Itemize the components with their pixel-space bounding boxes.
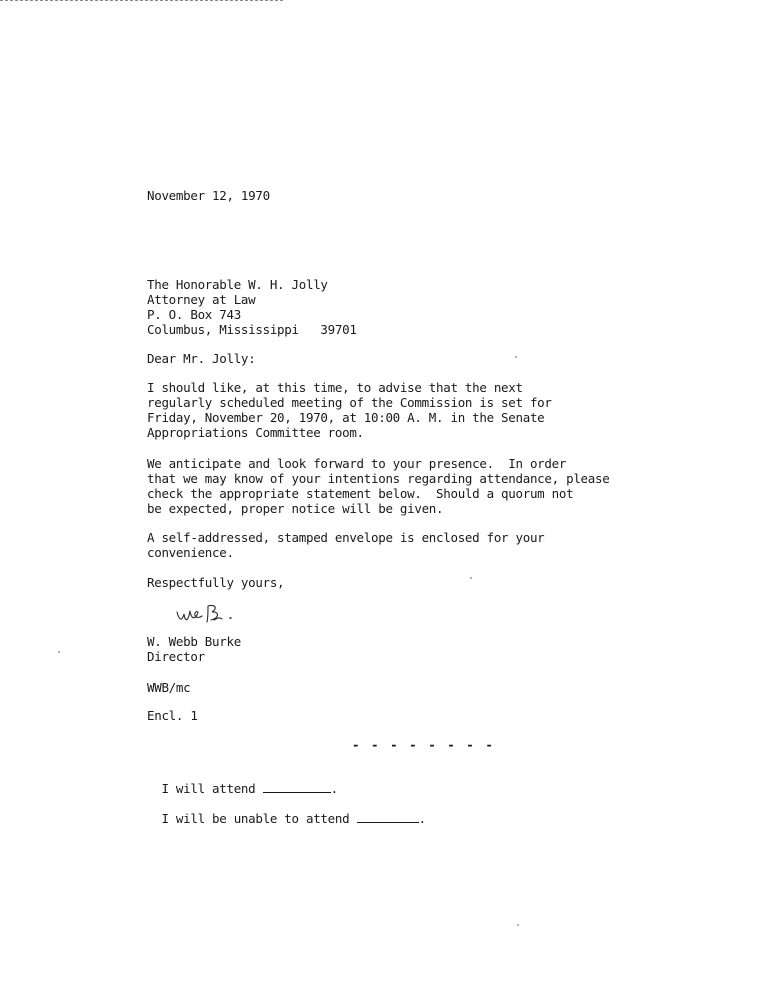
paragraph-line: convenience.	[147, 545, 234, 560]
top-dashed-border	[0, 0, 283, 1]
dashed-separator: - - - - - - - -	[352, 737, 495, 752]
paragraph-line: check the appropriate statement below. Should a quorum not	[147, 486, 574, 501]
paragraph-line: A self-addressed, stamped envelope is enclosed for your	[147, 530, 545, 545]
paragraph-line: I should like, at this time, to advise that the next	[147, 380, 523, 395]
reference-initials: WWB/mc	[147, 680, 191, 695]
paragraph-line: We anticipate and look forward to your presence. In order	[147, 456, 567, 471]
response-unable	[147, 796, 426, 826]
handwritten-signature	[175, 598, 255, 626]
unable-blank-line[interactable]	[357, 812, 419, 823]
response-attend-label: I will attend	[161, 781, 256, 796]
addressee-line: P. O. Box 743	[147, 307, 241, 322]
paragraph-line: Friday, November 20, 1970, at 10:00 A. M. in the Senate	[147, 410, 545, 425]
scan-speck	[58, 651, 60, 653]
paragraph-line: be expected, proper notice will be given.	[147, 501, 444, 516]
scan-speck	[470, 577, 472, 579]
signer-name: W. Webb Burke	[147, 634, 241, 649]
scan-speck	[515, 356, 517, 358]
signer-title: Director	[147, 649, 205, 664]
letter-date: November 12, 1970	[147, 188, 270, 203]
enclosure-note: Encl. 1	[147, 708, 198, 723]
addressee-line: Attorney at Law	[147, 292, 256, 307]
paragraph-line: regularly scheduled meeting of the Commission is set for	[147, 395, 552, 410]
paragraph-line: that we may know of your intentions regarding attendance, please	[147, 471, 610, 486]
response-attend-period: .	[330, 781, 338, 796]
paragraph-line: Appropriations Committee room.	[147, 425, 364, 440]
addressee-line: The Honorable W. H. Jolly	[147, 277, 328, 292]
scan-speck	[517, 924, 519, 926]
salutation: Dear Mr. Jolly:	[147, 351, 256, 366]
response-unable-period: .	[418, 811, 426, 826]
response-attend	[147, 766, 338, 796]
closing: Respectfully yours,	[147, 575, 285, 590]
attend-blank-line[interactable]	[263, 782, 331, 793]
response-unable-label: I will be unable to attend	[161, 811, 350, 826]
addressee-line: Columbus, Mississippi 39701	[147, 322, 357, 337]
